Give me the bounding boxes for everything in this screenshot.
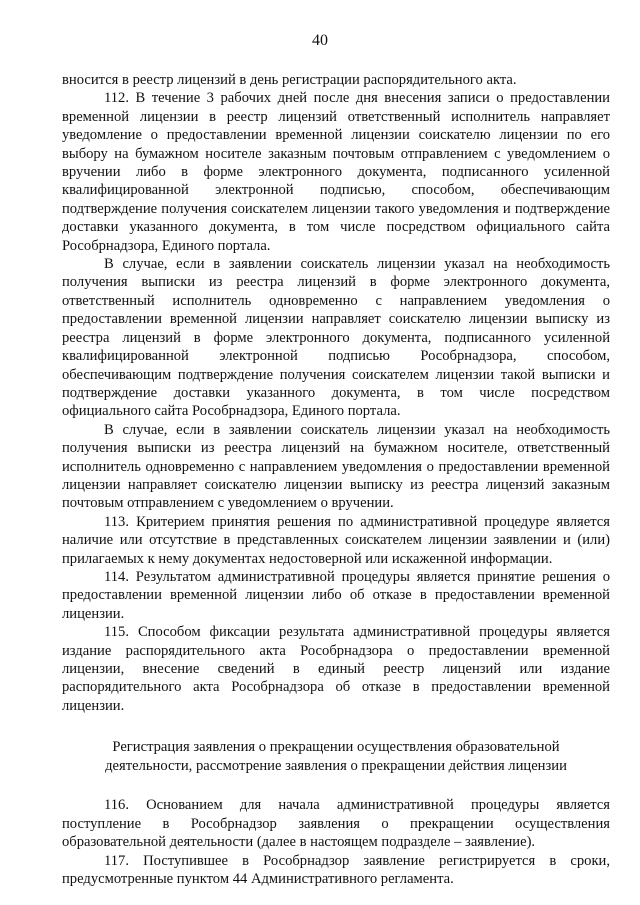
paragraph-115: 115. Способом фиксации результата административной процедуры является издание распорядительного акта Рособрнадзора о предоставлении временной лицензии, внесение сведений в единый реестр лицензий или издание распорядительного акта Рособрнадзора об отказе в предоставлении временной лицензии. — [62, 624, 610, 714]
section-heading — [62, 738, 610, 775]
paragraph-113: 113. Критерием принятия решения по административной процедуре является наличие или отсутствие в представленных соискателем лицензии заявлении и (или) прилагаемых к нему документах недостоверной или искаженной информации. — [62, 513, 610, 567]
paragraph-114: 114. Результатом административной процедуры является принятие решения о предоставлении временной лицензии либо об отказе в предоставлении временной лицензии. — [62, 568, 610, 622]
paragraph-electronic-extract: В случае, если в заявлении соискатель лицензии указал на необходимость получения выписки из реестра лицензий в форме электронного документа, ответственный исполнитель одновременно с направлением уведомления о предоставлении временной лицензии направляет соискателю лицензии выписку из реестра лицензий в форме электронного документа, подписанного усиленной квалифицированной электронной подписью Рособрнадзора, способом, обеспечивающим подтверждение получения соискателем лицензии такой выписки и подтверждение доставки указанного документа, в том числе посредством официального сайта Рособрнадзора, Единого портала. — [62, 256, 610, 420]
paragraph-117: 117. Поступившее в Рособрнадзор заявление регистрируется в сроки, предусмотренные пунктом 44 Административного регламента. — [62, 852, 610, 888]
paragraph-116: 116. Основанием для начала административной процедуры является поступление в Рособрнадзор заявления о прекращении осуществления образовательной деятельности (далее в настоящем подразделе – заявление). — [62, 797, 610, 851]
page-number: 40 — [312, 32, 328, 49]
paragraph-paper-extract: В случае, если в заявлении соискатель лицензии указал на необходимость получения выписки из реестра лицензий на бумажном носителе, ответственный исполнитель одновременно с направлением уведомления о предоставлении временной лицензии направляет соискателю лицензии выписку из реестра лицензий заказным почтовым отправлением с уведомлением о вручении. — [62, 421, 610, 512]
paragraph-continuation: вносится в реестр лицензий в день регистрации распорядительного акта. — [62, 72, 517, 88]
document-body — [62, 71, 610, 888]
section-heading-line-1: Регистрация заявления о прекращении осуществления образовательной — [112, 739, 560, 756]
paragraph-112: 112. В течение 3 рабочих дней после дня внесения записи о предоставлении временной лицензии в реестр лицензий ответственный исполнитель направляет уведомление о предоставлении временной лицензии соискателю лицензии по его выбору на бумажном носителе заказным почтовым отправлением с уведомлением о вручении либо в форме электронного документа, подписанного усиленной квалифицированной электронной подписью, способом, обеспечивающим подтверждение получения соискателем лицензии такого уведомления и подтверждение доставки указанного документа, в том числе посредством официального сайта Рособрнадзора, Единого портала. — [62, 90, 610, 254]
section-heading-line-2: деятельности, рассмотрение заявления о прекращении действия лицензии — [105, 757, 567, 774]
